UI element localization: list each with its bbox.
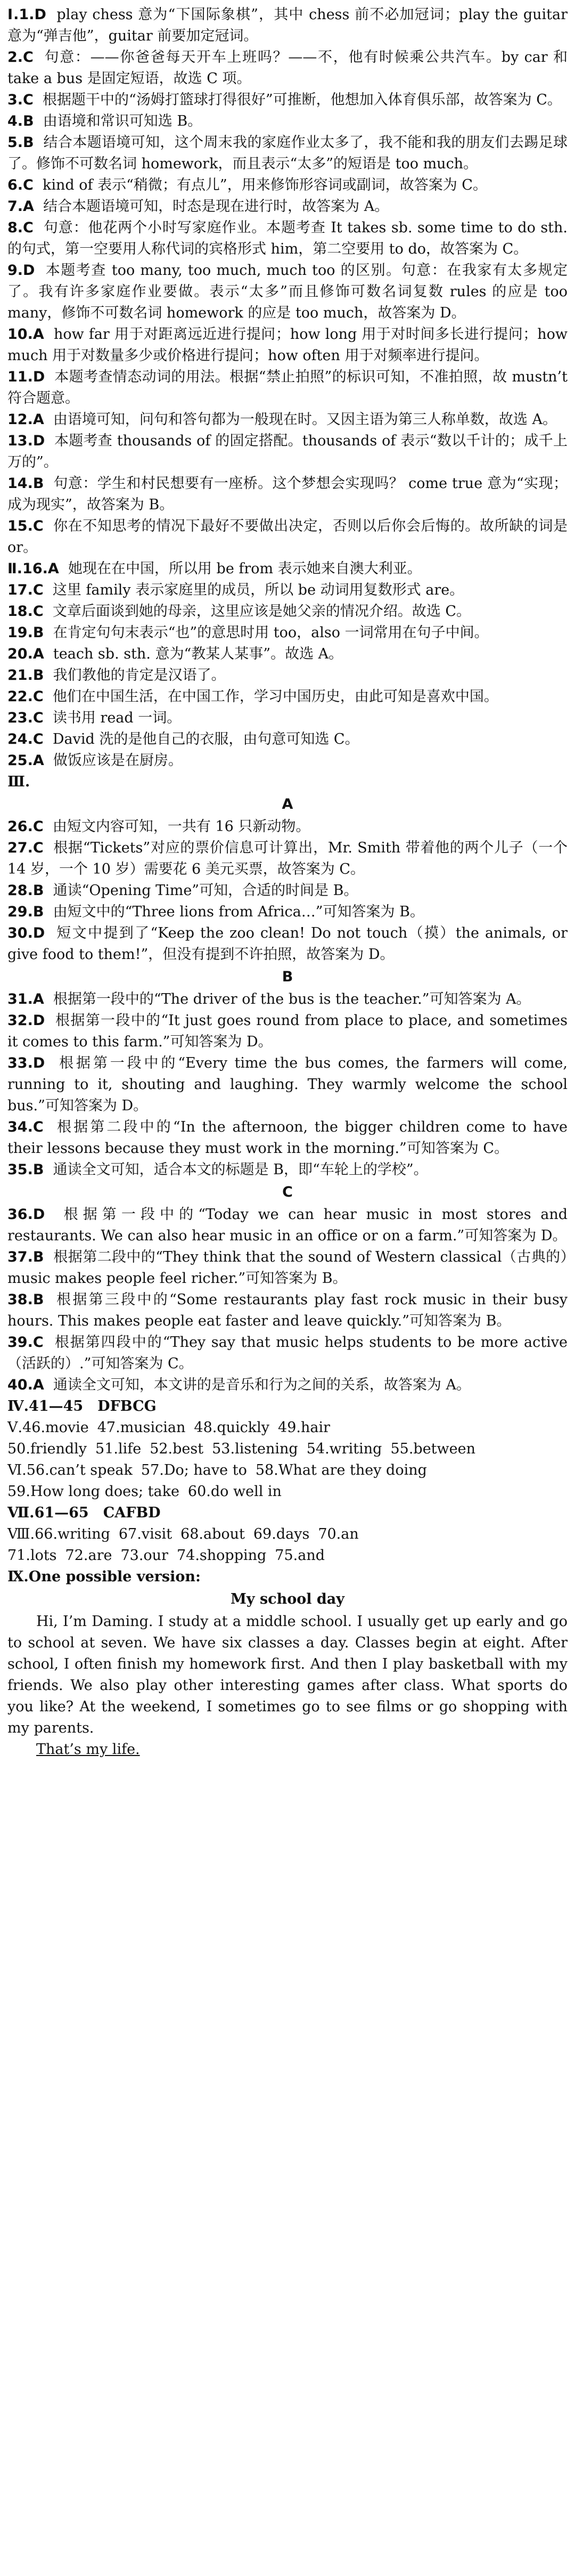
answer-item xyxy=(7,580,568,601)
subsection-b-heading: B xyxy=(282,969,293,985)
answer-number: Ⅱ.16.A xyxy=(7,560,59,577)
answer-number: 38.B xyxy=(7,1291,44,1308)
answer-item xyxy=(7,750,568,771)
fill-answer: Ⅷ.66.writing xyxy=(7,1526,110,1542)
answer-explanation: 这里 family 表示家庭里的成员，所以 be 动词用复数形式 are。 xyxy=(52,582,464,598)
answer-explanation: 根据第三段中的“Some restaurants play fast rock music in their busy hours. This makes people eat faster and leave quickly.”可知答案为 B。 xyxy=(7,1291,568,1329)
answer-explanation: 本题考查 too many, too much, much too 的区别。句意：在我家有太多规定了。我有许多家庭作业要做。表示“太多”而且修饰可数名词复数 rules 的应是 too many，修饰不可数名词 homework 的应是 too much，故答案为 D。 xyxy=(7,262,568,321)
answer-item xyxy=(7,601,568,622)
answer-explanation: 根据“Tickets”对应的票价信息可计算出，Mr. Smith 带着他的两个儿子（一个 14 岁，一个 10 岁）需要花 6 美元买票，故答案为 C。 xyxy=(7,840,568,877)
answer-list-part-one xyxy=(7,4,568,771)
answer-number: 4.B xyxy=(7,113,34,129)
essay-ending xyxy=(7,1739,568,1760)
fill-answer: 55.between xyxy=(390,1441,475,1457)
essay-title: My school day xyxy=(231,1591,344,1607)
answer-number: 35.B xyxy=(7,1161,44,1178)
answer-explanation: 你在不知思考的情况下最好不要做出决定，否则以后你会后悔的。故所缺的词是 or。 xyxy=(7,518,568,556)
answer-item xyxy=(7,989,568,1010)
answer-item xyxy=(7,324,568,367)
answer-item xyxy=(7,1204,568,1247)
answer-number: 22.C xyxy=(7,688,44,705)
answer-item xyxy=(7,729,568,750)
answer-number: 14.B xyxy=(7,475,44,492)
answer-number: 15.C xyxy=(7,518,44,534)
answer-number: 32.D xyxy=(7,1012,45,1029)
answer-list-passage-c xyxy=(7,1204,568,1396)
fill-answer: 71.lots xyxy=(7,1547,57,1564)
answer-number: 6.C xyxy=(7,177,34,193)
answer-item xyxy=(7,47,568,90)
answer-explanation: 由语境可知，问句和答句都为一般现在时。又因主语为第三人称单数，故选 A。 xyxy=(53,411,557,428)
answer-list-passage-a xyxy=(7,816,568,965)
answer-explanation: 根据第四段中的“They say that music helps students to be more active（活跃的）.”可知答案为 C。 xyxy=(7,1334,568,1372)
section-v-answers-row-2 xyxy=(7,1439,568,1460)
answer-item xyxy=(7,132,568,175)
answer-item xyxy=(7,1289,568,1332)
fill-answer: 70.an xyxy=(318,1526,359,1542)
answer-explanation: 我们教他的肯定是汉语了。 xyxy=(53,667,226,684)
answer-item xyxy=(7,816,568,838)
answer-item xyxy=(7,1375,568,1396)
answer-item xyxy=(7,111,568,132)
answer-explanation: 短文中提到了“Keep the zoo clean! Do not touch（摸）the animals, or give food to them!”，但没有提到不许拍照，故答案为 D。 xyxy=(7,925,568,963)
answer-item xyxy=(7,1159,568,1181)
answer-explanation: 做饭应该是在厨房。 xyxy=(53,752,183,769)
answer-explanation: 在肯定句句末表示“也”的意思时用 too，also 一词常用在句子中间。 xyxy=(53,624,489,641)
answer-item xyxy=(7,901,568,923)
answer-item xyxy=(7,708,568,729)
answer-item xyxy=(7,367,568,409)
answer-item xyxy=(7,516,568,558)
answer-item xyxy=(7,90,568,111)
answer-number: 9.D xyxy=(7,262,35,279)
answer-number: 40.A xyxy=(7,1377,44,1393)
answer-explanation: 根据题干中的“汤姆打篮球打得很好”可推断，他想加入体育俱乐部，故答案为 C。 xyxy=(43,92,562,108)
answer-number: 30.D xyxy=(7,925,45,941)
answer-number: 17.C xyxy=(7,582,44,598)
fill-answer: 51.life xyxy=(95,1441,142,1457)
fill-answer: 49.hair xyxy=(278,1419,331,1436)
answer-explanation: how far 用于对距离远近进行提问；how long 用于对时间多长进行提问；how much 用于对数量多少或价格进行提问；how often 用于对频率进行提问。 xyxy=(7,326,568,364)
answer-number: 39.C xyxy=(7,1334,44,1351)
answer-number: 8.C xyxy=(7,220,34,236)
answer-number: 37.B xyxy=(7,1249,44,1265)
fill-answer: 60.do well in xyxy=(187,1483,282,1500)
fill-answer: 68.about xyxy=(180,1526,245,1542)
section-viii-answers-row-2 xyxy=(7,1545,568,1566)
answer-item xyxy=(7,175,568,196)
answer-explanation: 通读“Opening Time”可知，合适的时间是 B。 xyxy=(53,882,358,899)
answer-item xyxy=(7,665,568,686)
answer-number: 3.C xyxy=(7,92,34,108)
fill-answer: 50.friendly xyxy=(7,1441,87,1457)
answer-list-passage-b xyxy=(7,989,568,1181)
answer-explanation: 根据第一段中的“Today we can hear music in most stores and restaurants. We can also hear music in an office or on a farm.”可知答案为 D。 xyxy=(7,1206,568,1244)
fill-answer: 52.best xyxy=(150,1441,204,1457)
fill-answer: 48.quickly xyxy=(194,1419,270,1436)
answer-item xyxy=(7,260,568,324)
answer-explanation: 根据第一段中的“The driver of the bus is the teacher.”可知答案为 A。 xyxy=(53,991,531,1007)
fill-answer: Ⅴ.46.movie xyxy=(7,1419,89,1436)
section-vi-answers-row-1 xyxy=(7,1460,568,1481)
answer-explanation: 句意：学生和村民想要有一座桥。这个梦想会实现吗？ come true 意为“实现；成为现实”，故答案为 B。 xyxy=(7,475,568,513)
answer-explanation: 他们在中国生活，在中国工作，学习中国历史，由此可知是喜欢中国。 xyxy=(52,688,498,705)
subsection-c-heading: C xyxy=(282,1184,293,1200)
answer-item xyxy=(7,217,568,260)
answer-item xyxy=(7,923,568,965)
answer-item xyxy=(7,1053,568,1117)
section-v-answers-row-1 xyxy=(7,1417,568,1439)
answer-number: 26.C xyxy=(7,818,44,835)
answer-number: 20.A xyxy=(7,646,44,662)
answer-item xyxy=(7,622,568,644)
answer-item xyxy=(7,1010,568,1053)
answer-explanation: 本题考查 thousands of 的固定搭配。thousands of 表示“数以千计的；成千上万的”。 xyxy=(7,433,568,470)
fill-answer: Ⅵ.56.can’t speak xyxy=(7,1462,133,1478)
answer-number: 12.A xyxy=(7,411,44,428)
section-vi-answers-row-2 xyxy=(7,1481,568,1502)
answer-explanation: 根据第二段中的“In the afternoon, the bigger children come to have their lessons because they must work in the morning.”可知答案为 C。 xyxy=(7,1119,568,1157)
answer-number: 27.C xyxy=(7,840,44,856)
answer-item xyxy=(7,880,568,901)
answer-number: 2.C xyxy=(7,49,34,66)
section-iv-answers: Ⅳ.41—45 DFBCG xyxy=(7,1398,157,1415)
answer-explanation: 她现在在中国，所以用 be from 表示她来自澳大利亚。 xyxy=(68,560,422,577)
answer-number: 24.C xyxy=(7,731,44,747)
fill-answer: 72.are xyxy=(65,1547,112,1564)
answer-explanation: teach sb. sth. 意为“教某人某事”。故选 A。 xyxy=(53,646,343,662)
answer-explanation: play chess 意为“下国际象棋”，其中 chess 前不必加冠词；play the guitar 意为“弹吉他”，guitar 前要加定冠词。 xyxy=(7,6,568,44)
answer-explanation: 由短文内容可知，一共有 16 只新动物。 xyxy=(52,818,310,835)
fill-answer: 57.Do; have to xyxy=(141,1462,247,1478)
fill-answer: 74.shopping xyxy=(176,1547,267,1564)
essay-ending-text: That’s my life. xyxy=(36,1741,140,1758)
answer-item xyxy=(7,196,568,217)
answer-explanation: 由短文中的“Three lions from Africa…”可知答案为 B。 xyxy=(53,904,424,920)
answer-item xyxy=(7,644,568,665)
answer-number: 31.A xyxy=(7,991,44,1007)
answer-explanation: 通读全文可知，适合本文的标题是 B，即“车轮上的学校”。 xyxy=(53,1161,428,1178)
answer-number: 19.B xyxy=(7,624,44,641)
answer-item xyxy=(7,4,568,47)
answer-explanation: 根据第一段中的“Every time the bus comes, the farmers will come, running to it, shouting and laughing. They warmly welcome the school bus.”可知答案为 D。 xyxy=(7,1055,568,1114)
answer-explanation: 句意：他花两个小时写家庭作业。本题考查 It takes sb. some time to do sth. 的句式，第一空要用人称代词的宾格形式 him，第二空要用 to do，故答案为 C。 xyxy=(7,220,568,257)
fill-answer: 59.How long does; take xyxy=(7,1483,179,1500)
answer-number: 34.C xyxy=(7,1119,44,1135)
answer-number: 36.D xyxy=(7,1206,45,1223)
answer-item xyxy=(7,473,568,516)
section-vii-answers: Ⅶ.61—65 CAFBD xyxy=(7,1505,161,1521)
answer-item xyxy=(7,1117,568,1159)
section-ix-heading: Ⅸ.One possible version: xyxy=(7,1569,201,1585)
answer-number: 21.B xyxy=(7,667,44,684)
answer-item xyxy=(7,558,568,580)
answer-number: 33.D xyxy=(7,1055,45,1071)
fill-answer: 58.What are they doing xyxy=(255,1462,427,1478)
answer-explanation: 根据第二段中的“They think that the sound of Western classical（古典的）music makes people feel richer.”可知答案为 B。 xyxy=(7,1249,568,1287)
answer-item xyxy=(7,1247,568,1289)
answer-explanation: 结合本题语境可知，这个周末我的家庭作业太多了，我不能和我的朋友们去踢足球了。修饰不可数名词 homework，而且表示“太多”的短语是 too much。 xyxy=(7,134,568,172)
answer-number: 11.D xyxy=(7,369,45,385)
fill-answer: 73.our xyxy=(120,1547,168,1564)
answer-explanation: 文章后面谈到她的母亲，这里应该是她父亲的情况介绍。故选 C。 xyxy=(52,603,471,620)
answer-explanation: 结合本题语境可知，时态是现在进行时，故答案为 A。 xyxy=(43,198,389,215)
answer-number: 7.A xyxy=(7,198,34,215)
subsection-a-heading: A xyxy=(282,796,293,812)
fill-answer: 54.writing xyxy=(306,1441,382,1457)
answer-explanation: kind of 表示“稍微；有点儿”，用来修饰形容词或副词，故答案为 C。 xyxy=(43,177,487,193)
answer-explanation: 读书用 read 一词。 xyxy=(52,710,182,726)
answer-number: 29.B xyxy=(7,904,44,920)
fill-answer: 67.visit xyxy=(118,1526,172,1542)
answer-explanation: David 洗的是他自己的衣服，由句意可知选 C。 xyxy=(52,731,359,747)
answer-explanation: 由语境和常识可知选 B。 xyxy=(43,113,202,129)
answer-number: 23.C xyxy=(7,710,44,726)
answer-number: 10.A xyxy=(7,326,44,343)
section-viii-answers-row-1 xyxy=(7,1524,568,1545)
section-iii-label: Ⅲ. xyxy=(7,774,30,790)
fill-answer: 47.musician xyxy=(97,1419,186,1436)
answer-item xyxy=(7,838,568,880)
essay xyxy=(7,1611,568,1760)
answer-explanation: 通读全文可知，本文讲的是音乐和行为之间的关系，故答案为 A。 xyxy=(53,1377,471,1393)
answer-item xyxy=(7,1332,568,1375)
answer-item xyxy=(7,409,568,430)
fill-answer: 53.listening xyxy=(212,1441,298,1457)
answer-number: 13.D xyxy=(7,433,45,449)
answer-explanation: 句意：——你爸爸每天开车上班吗？——不，他有时候乘公共汽车。by car 和 take a bus 是固定短语，故选 C 项。 xyxy=(7,49,568,87)
answer-number: Ⅰ.1.D xyxy=(7,6,46,23)
essay-body: Hi, I’m Daming. I study at a middle school. I usually get up early and go to school at seven. We have six classes a day. Classes begin at eight. After school, I often finish my homework first. And then I play basketball with my friends. We also play other interesting games after class. What sports do you like? At the weekend, I sometimes go to see films or go shopping with my parents. xyxy=(7,1613,568,1736)
answer-number: 5.B xyxy=(7,134,34,151)
answer-item xyxy=(7,430,568,473)
answer-explanation: 根据第一段中的“It just goes round from place to place, and sometimes it comes to this farm.”可知答案为 D。 xyxy=(7,1012,568,1050)
answer-number: 25.A xyxy=(7,752,44,769)
answer-number: 28.B xyxy=(7,882,44,899)
fill-answer: 69.days xyxy=(253,1526,310,1542)
fill-answer: 75.and xyxy=(275,1547,325,1564)
answer-item xyxy=(7,686,568,708)
answer-explanation: 本题考查情态动词的用法。根据“禁止拍照”的标识可知，不准拍照，故 mustn’t 符合题意。 xyxy=(7,369,568,407)
answer-number: 18.C xyxy=(7,603,44,620)
